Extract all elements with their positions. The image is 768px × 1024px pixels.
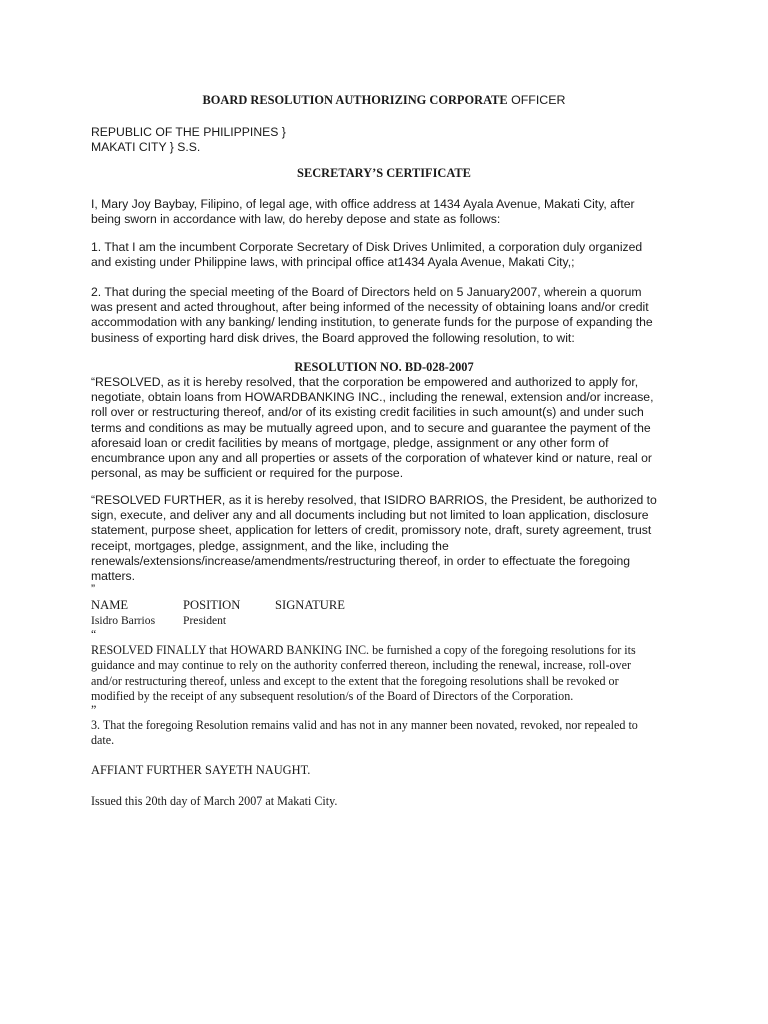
paragraph-line: sign, execute, and deliver any and all documents including but not limited to loan application, disclosure xyxy=(91,508,649,523)
venue-line: REPUBLIC OF THE PHILIPPINES } xyxy=(91,125,286,139)
paragraph-line: 2. That during the special meeting of the Board of Directors held on 5 January2007, wherein a quorum xyxy=(91,285,642,299)
paragraph-line: terms and conditions as may be mutually agreed upon, and to secure and guarantee the payment of the xyxy=(91,420,651,435)
resolved-paragraph xyxy=(91,375,653,481)
paragraph-line: and/or restructuring thereof, unless and except to the extent that the foregoing resolutions shall be revoked or xyxy=(91,673,619,688)
venue-block xyxy=(91,125,286,155)
certificate-heading: SECRETARY’S CERTIFICATE xyxy=(297,166,471,180)
closing-quote: ” xyxy=(91,702,97,717)
table-header-position: POSITION xyxy=(183,598,241,612)
document-title-suffix: OFFICER xyxy=(507,93,566,107)
paragraph-line: aforesaid loan or credit facilities by means of mortgage, pledge, assignment or any other form of xyxy=(91,435,609,450)
resolved-finally-paragraph xyxy=(91,643,636,716)
issued-statement: Issued this 20th day of March 2007 at Makati City. xyxy=(91,794,338,808)
paragraph-line: negotiate, obtain loans from HOWARDBANKING INC., including the renewal, extension and/or increase, xyxy=(91,390,654,405)
paragraph-line: encumbrance upon any and all properties or assets of the corporation of whatever kind or nature, real or xyxy=(91,451,652,466)
intro-paragraph xyxy=(91,197,635,227)
opening-quote: “ xyxy=(91,628,97,641)
paragraph-line: statement, purpose sheet, application for letters of credit, promissory note, draft, surety agreement, trust xyxy=(91,523,652,538)
paragraph-line: accommodation with any banking/ lending institution, to generate funds for the purpose of expanding the xyxy=(91,315,653,330)
paragraph-line: receipt, mortgages, pledge, assignment, and the like, including the xyxy=(91,538,449,553)
paragraph-line: was present and acted throughout, after being informed of the necessity of obtaining loans and/or credit xyxy=(91,300,649,315)
venue-line: MAKATI CITY } S.S. xyxy=(91,140,201,155)
paragraph-line: “RESOLVED FURTHER, as it is hereby resolved, that ISIDRO BARRIOS, the President, be authorized to xyxy=(91,493,657,507)
paragraph-line: “RESOLVED, as it is hereby resolved, that the corporation be empowered and authorized to apply for, xyxy=(91,375,639,389)
item-3-paragraph xyxy=(91,718,638,749)
paragraph-line: and existing under Philippine laws, with principal office at1434 Ayala Avenue, Makati City,; xyxy=(91,255,575,270)
paragraph-line: 1. That I am the incumbent Corporate Secretary of Disk Drives Unlimited, a corporation duly organized xyxy=(91,240,643,254)
paragraph-line: business of exporting hard disk drives, the Board approved the following resolution, to wit: xyxy=(91,330,575,345)
paragraph-line: renewals/extensions/increase/amendments/restructuring thereof, in order to effectuate the foregoing xyxy=(91,553,631,568)
document-title-bold: BOARD RESOLUTION AUTHORIZING CORPORATE xyxy=(202,93,508,107)
paragraph-line: being sworn in accordance with law, do hereby depose and state as follows: xyxy=(91,212,501,227)
paragraph-line: modified by the receipt of any subsequent resolution/s of the Board of Directors of the Corporation. xyxy=(91,689,574,704)
table-cell-position: President xyxy=(183,614,227,627)
paragraph-line: I, Mary Joy Baybay, Filipino, of legal age, with office address at 1434 Ayala Avenue, Makati City, after xyxy=(91,197,635,211)
paragraph-line: guidance and may continue to rely on the authority conferred thereon, including the renewal, increase, roll-over xyxy=(91,658,631,673)
paragraph-line: date. xyxy=(91,733,115,748)
paragraph-line: roll over or restructuring thereof, and/or of its existing credit facilities in such amount(s) and under such xyxy=(91,405,644,420)
affiant-statement: AFFIANT FURTHER SAYETH NAUGHT. xyxy=(91,763,311,777)
closing-quote: ” xyxy=(91,582,96,597)
document-title xyxy=(0,93,768,108)
item-1-paragraph xyxy=(91,240,642,270)
signatory-table xyxy=(91,598,491,646)
resolution-heading: RESOLUTION NO. BD-028-2007 xyxy=(294,360,474,374)
paragraph-line: 3. That the foregoing Resolution remains valid and has not in any manner been novated, revoked, nor repealed to xyxy=(91,718,638,732)
table-header-name: NAME xyxy=(91,598,129,612)
table-header-signature: SIGNATURE xyxy=(275,598,345,612)
resolved-further-paragraph xyxy=(91,493,657,595)
paragraph-line: RESOLVED FINALLY that HOWARD BANKING INC. be furnished a copy of the foregoing resolutions for its xyxy=(91,643,636,657)
item-2-paragraph xyxy=(91,285,653,346)
paragraph-line: personal, as may be sufficient or required for the purpose. xyxy=(91,466,404,481)
paragraph-line: matters. xyxy=(91,569,136,584)
table-cell-name: Isidro Barrios xyxy=(91,614,156,627)
